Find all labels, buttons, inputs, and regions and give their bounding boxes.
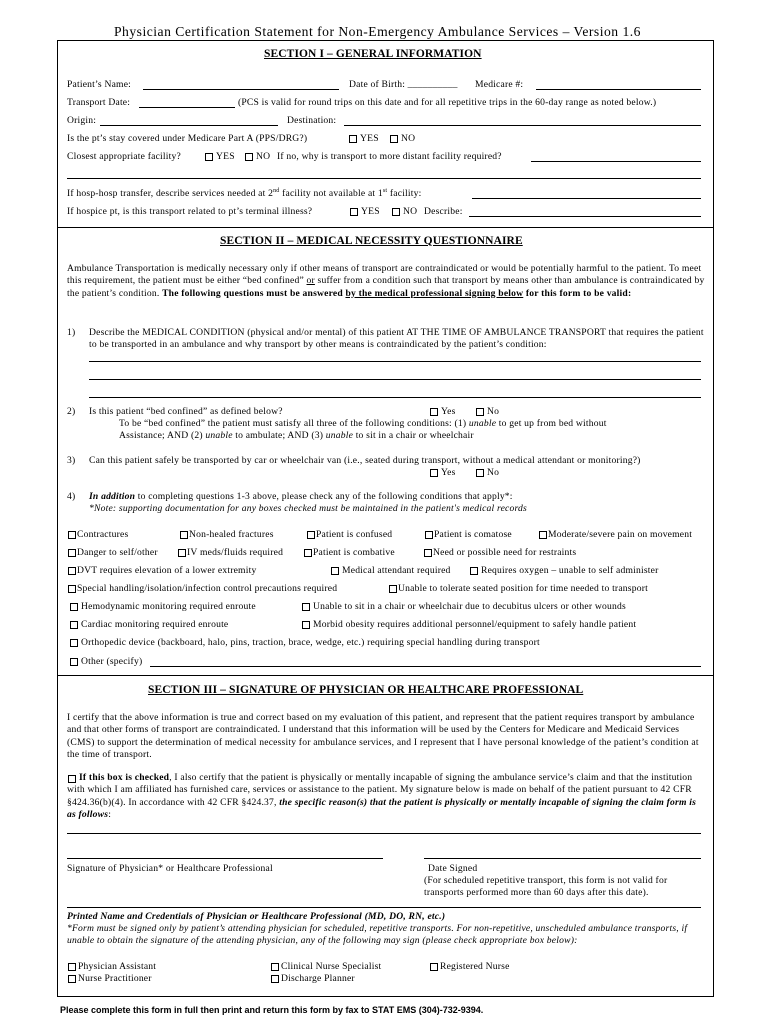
destination-label: Destination: — [287, 115, 337, 126]
condition-checkbox[interactable] — [70, 621, 78, 629]
q3-yes-label: Yes — [441, 467, 456, 478]
signer-label: Clinical Nurse Specialist — [281, 961, 382, 972]
signer-checkbox[interactable] — [68, 975, 76, 983]
condition-label: Moderate/severe pain on movement — [548, 529, 693, 540]
q2-definition-1: To be “bed confined” the patient must satisfy all three of the following conditions: (1) unable to get up from bed without — [119, 418, 607, 429]
signature-label: Signature of Physician* or Healthcare Professional — [67, 863, 273, 874]
printed-name-field[interactable] — [67, 907, 701, 908]
q2-no-label: No — [487, 406, 500, 417]
signer-checkbox[interactable] — [271, 975, 279, 983]
condition-label: Non-healed fractures — [189, 529, 274, 540]
printed-name-label: Printed Name and Credentials of Physician or Healthcare Professional (MD, DO, RN, etc.) — [67, 911, 446, 922]
signer-checkbox[interactable] — [430, 963, 438, 971]
condition-label: Cardiac monitoring required enroute — [81, 619, 229, 630]
closest-no-label: NO — [256, 151, 271, 162]
part-a-no-label: NO — [401, 133, 416, 144]
closest-yes-label: YES — [216, 151, 235, 162]
signer-label: Nurse Practitioner — [78, 973, 152, 984]
q2-yes-label: Yes — [441, 406, 456, 417]
condition-checkbox[interactable] — [70, 603, 78, 611]
condition-label: Unable to sit in a chair or wheelchair due to decubitus ulcers or other wounds — [313, 601, 626, 612]
q1-answer-line-2[interactable] — [89, 379, 701, 380]
q3-yes-checkbox[interactable] — [430, 469, 438, 477]
footer-instructions: Please complete this form in full then print and return this form by fax to STAT EMS (304)-732-9394. — [60, 1005, 484, 1015]
q2-no-checkbox[interactable] — [476, 408, 484, 416]
q3-no-checkbox[interactable] — [476, 469, 484, 477]
incapable-statement: If this box is checked, I also certify that the patient is physically or mentally incapable of signing the ambulance service’s claim and that the institution with which I am affiliated has furnished care, services or assistance to the patient. My signature below is made on behalf of the patient pursuant to 42 CFR §424.36(b)(4). In accordance with 42 CFR §424.37, the specific reason(s) that the patient is physically or mentally incapable of signing the claim form is as follows: — [67, 772, 697, 820]
q4-text: In addition to completing questions 1-3 above, please check any of the following conditions that apply*: — [89, 491, 513, 502]
form-signer-note: *Form must be signed only by patient’s attending physician for scheduled, repetitive transports. For non-repetitive, unscheduled ambulance transports, if unable to obtain the signature of the attending physician, any of the following may sign (please check appropriate box below): — [67, 923, 688, 947]
condition-checkbox[interactable] — [180, 531, 188, 539]
condition-checkbox[interactable] — [304, 549, 312, 557]
part-a-no-checkbox[interactable] — [390, 135, 398, 143]
condition-label: Orthopedic device (backboard, halo, pins, traction, brace, wedge, etc.) requiring special handling during transport — [81, 637, 540, 648]
condition-label: Requires oxygen – unable to self administer — [481, 565, 659, 576]
q4-note: *Note: supporting documentation for any boxes checked must be maintained in the patient's medical records — [89, 503, 527, 514]
condition-label: Patient is combative — [313, 547, 395, 558]
condition-label: Patient is confused — [316, 529, 393, 540]
condition-checkbox[interactable] — [178, 549, 186, 557]
section-1-heading: SECTION I – GENERAL INFORMATION — [264, 48, 482, 60]
origin-label: Origin: — [67, 115, 97, 126]
q2-number: 2) — [67, 406, 76, 417]
condition-label: Danger to self/other — [77, 547, 158, 558]
part-a-question: Is the pt’s stay covered under Medicare Part A (PPS/DRG?) — [67, 133, 308, 144]
condition-checkbox[interactable] — [425, 531, 433, 539]
condition-checkbox[interactable] — [389, 585, 397, 593]
q1-answer-line-3[interactable] — [89, 397, 701, 398]
q2-definition-2: Assistance; AND (2) unable to ambulate; AND (3) unable to sit in a chair or wheelchair — [119, 430, 474, 441]
condition-label: Unable to tolerate seated position for time needed to transport — [398, 583, 648, 594]
signer-checkbox[interactable] — [271, 963, 279, 971]
condition-checkbox[interactable] — [539, 531, 547, 539]
hospice-no-label: NO — [403, 206, 418, 217]
signature-field[interactable] — [67, 858, 383, 859]
signer-checkbox[interactable] — [68, 963, 76, 971]
condition-label: Contractures — [77, 529, 129, 540]
q1-answer-line-1[interactable] — [89, 361, 701, 362]
medicare-field[interactable] — [536, 89, 701, 90]
section-2-heading: SECTION II – MEDICAL NECESSITY QUESTIONNAIRE — [220, 235, 523, 247]
condition-checkbox[interactable] — [302, 621, 310, 629]
distant-facility-question: If no, why is transport to more distant facility required? — [277, 151, 502, 162]
date-signed-field[interactable] — [424, 858, 701, 859]
origin-field[interactable] — [100, 125, 278, 126]
medicare-label: Medicare #: — [475, 79, 524, 90]
condition-label: Medical attendant required — [342, 565, 451, 576]
dob-label: Date of Birth: __________ — [349, 79, 458, 90]
patient-name-field[interactable] — [143, 89, 339, 90]
incapable-reason-field[interactable] — [67, 833, 701, 834]
condition-checkbox[interactable] — [331, 567, 339, 575]
transport-date-field[interactable] — [139, 107, 235, 108]
hospice-yes-checkbox[interactable] — [350, 208, 358, 216]
closest-facility-question: Closest appropriate facility? — [67, 151, 181, 162]
condition-label: IV meds/fluids required — [187, 547, 284, 558]
hospice-no-checkbox[interactable] — [392, 208, 400, 216]
patient-name-label: Patient’s Name: — [67, 79, 132, 90]
signer-label: Physician Assistant — [78, 961, 157, 972]
date-signed-label: Date Signed — [428, 863, 478, 874]
pcs-note: (PCS is valid for round trips on this date and for all repetitive trips in the 60-day range as noted below.) — [238, 97, 657, 108]
signer-label: Discharge Planner — [281, 973, 355, 984]
condition-checkbox[interactable] — [68, 531, 76, 539]
certify-statement: I certify that the above information is true and correct based on my evaluation of this patient, and represent that the patient requires transport by ambulance and that other forms of transport are contraindicated. I understand that this information will be used by the Centers for Medicare and Medicaid Services (CMS) to support the determination of medical necessity for ambulance services, and I represent that I have personal knowledge of the patient’s condition at the time of transport. — [67, 712, 699, 760]
part-a-yes-label: YES — [360, 133, 379, 144]
q2-yes-checkbox[interactable] — [430, 408, 438, 416]
hosp-transfer-field[interactable] — [472, 198, 701, 199]
hospice-question: If hospice pt, is this transport related to pt’s terminal illness? — [67, 206, 313, 217]
distant-facility-field-2[interactable] — [67, 178, 701, 179]
describe-field[interactable] — [469, 216, 701, 217]
section-3-heading: SECTION III – SIGNATURE OF PHYSICIAN OR HEALTHCARE PROFESSIONAL — [148, 684, 584, 696]
condition-checkbox[interactable] — [68, 549, 76, 557]
transport-date-label: Transport Date: — [67, 97, 131, 108]
q4-number: 4) — [67, 491, 76, 502]
date-note: (For scheduled repetitive transport, this form is not valid for transports performed more than 60 days after this date). — [424, 875, 668, 899]
hospice-yes-label: YES — [361, 206, 380, 217]
condition-checkbox[interactable] — [470, 567, 478, 575]
distant-facility-field[interactable] — [531, 161, 701, 162]
condition-label: Special handling/isolation/infection control precautions required — [77, 583, 338, 594]
describe-label: Describe: — [424, 206, 463, 217]
closest-yes-checkbox[interactable] — [205, 153, 213, 161]
form-title: Physician Certification Statement for Non-Emergency Ambulance Services – Version 1.6 — [114, 24, 641, 39]
condition-checkbox[interactable] — [302, 603, 310, 611]
q3-text: Can this patient safely be transported by car or wheelchair van (i.e., seated during transport, without a medical attendant or monitoring?) — [89, 455, 641, 466]
condition-label: Need or possible need for restraints — [433, 547, 577, 558]
condition-label: Morbid obesity requires additional personnel/equipment to safely handle patient — [313, 619, 637, 630]
condition-checkbox[interactable] — [424, 549, 432, 557]
condition-checkbox[interactable] — [68, 585, 76, 593]
part-a-yes-checkbox[interactable] — [349, 135, 357, 143]
condition-checkbox[interactable] — [68, 567, 76, 575]
q3-number: 3) — [67, 455, 76, 466]
condition-checkbox[interactable] — [70, 639, 78, 647]
condition-label: DVT requires elevation of a lower extremity — [77, 565, 257, 576]
q1-text: Describe the MEDICAL CONDITION (physical and/or mental) of this patient AT THE TIME OF AMBULANCE TRANSPORT that requires the patient to be transported in an ambulance and why transport by other means is contraindicated by the patient’s condition: — [89, 327, 704, 351]
q1-number: 1) — [67, 327, 76, 338]
signer-label: Registered Nurse — [440, 961, 510, 972]
condition-label: Hemodynamic monitoring required enroute — [81, 601, 256, 612]
condition-checkbox[interactable] — [70, 658, 78, 666]
q2-text: Is this patient “bed confined” as defined below? — [89, 406, 283, 417]
section-2-intro: Ambulance Transportation is medically necessary only if other means of transport are contraindicated or would be potentially harmful to the patient. To meet this requirement, the patient must be either “bed confined” or suffer from a condition such that transport by means other than ambulance is contraindicated by the patient’s condition. The following questions must be answered by the medical professional signing below for this form to be valid: — [67, 263, 705, 299]
closest-no-checkbox[interactable] — [245, 153, 253, 161]
condition-label: Patient is comatose — [434, 529, 512, 540]
destination-field[interactable] — [344, 125, 701, 126]
condition-checkbox[interactable] — [307, 531, 315, 539]
hosp-transfer-question: If hosp-hosp transfer, describe services needed at 2nd facility not available at 1st facility: — [67, 188, 422, 200]
other-specify-field[interactable] — [150, 666, 701, 667]
condition-label: Other (specify) — [81, 656, 143, 667]
q3-no-label: No — [487, 467, 500, 478]
